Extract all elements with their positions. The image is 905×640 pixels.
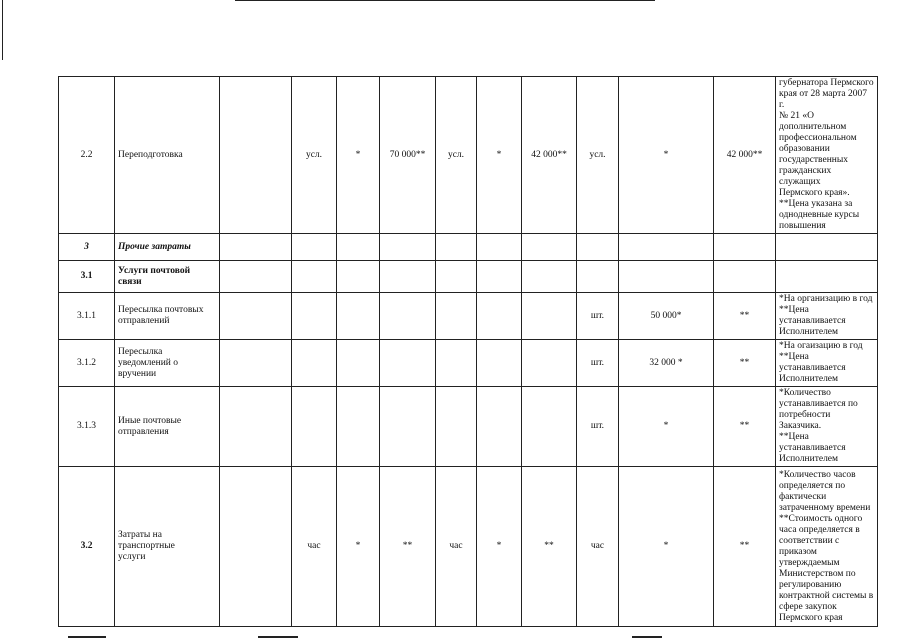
cell <box>477 340 522 387</box>
cell <box>714 261 776 293</box>
cell-quantity: 32 000 * <box>619 340 714 387</box>
row-note <box>776 234 878 261</box>
scan-edge-mark <box>2 0 3 60</box>
table-row <box>59 77 878 234</box>
cell <box>220 234 292 261</box>
cell <box>714 234 776 261</box>
cell-price: ** <box>714 340 776 387</box>
cell <box>577 234 619 261</box>
cell-unit: час <box>436 467 477 627</box>
cell <box>380 234 436 261</box>
row-number: 3 <box>59 234 115 261</box>
cell-quantity: * <box>619 387 714 467</box>
cell <box>477 293 522 340</box>
cell-unit: усл. <box>292 77 337 234</box>
cell-unit: усл. <box>577 77 619 234</box>
cell-unit: шт. <box>577 293 619 340</box>
cell-unit: час <box>292 467 337 627</box>
row-name: Пересылка почтовых отправлений <box>115 293 220 340</box>
cell-quantity: * <box>477 467 522 627</box>
cell <box>337 261 380 293</box>
row-number: 3.2 <box>59 467 115 627</box>
cost-table <box>58 76 878 627</box>
cell-price: 70 000** <box>380 77 436 234</box>
row-number: 3.1.3 <box>59 387 115 467</box>
row-number: 3.1 <box>59 261 115 293</box>
cell-price: ** <box>714 293 776 340</box>
cell-price: 42 000** <box>714 77 776 234</box>
table-row <box>59 467 878 627</box>
cell <box>477 261 522 293</box>
row-name: Прочие затраты <box>115 234 220 261</box>
cell <box>380 293 436 340</box>
cell <box>436 234 477 261</box>
cell <box>522 261 577 293</box>
cell-quantity: * <box>619 467 714 627</box>
cell-unit: шт. <box>577 340 619 387</box>
cell <box>619 261 714 293</box>
cell <box>619 234 714 261</box>
cell-unit: усл. <box>436 77 477 234</box>
cell-price: ** <box>522 467 577 627</box>
cell-quantity: 50 000* <box>619 293 714 340</box>
cell <box>436 261 477 293</box>
scan-bottom-mark <box>258 636 298 638</box>
row-number: 3.1.1 <box>59 293 115 340</box>
cell <box>337 340 380 387</box>
cell <box>436 387 477 467</box>
cell-unit: час <box>577 467 619 627</box>
cell <box>577 261 619 293</box>
cell <box>220 340 292 387</box>
cell <box>292 293 337 340</box>
cell-unit: шт. <box>577 387 619 467</box>
cell <box>436 293 477 340</box>
row-note: *Количество часов определяется по фактически затраченному времени **Стоимость одного часа определяется в соответствии с приказом утверждаемым Министерством по регулированию контрактной системы в сфере закупок Пермского края <box>776 467 878 627</box>
row-note: губернатора Пермского края от 28 марта 2007 г. № 21 «О дополнительном профессиональном образовании государственных гражданских служащих Пермского края». **Цена указана за однодневные курсы повышения <box>776 77 878 234</box>
cell <box>380 261 436 293</box>
table-row <box>59 234 878 261</box>
cell <box>337 293 380 340</box>
cell <box>477 234 522 261</box>
cell <box>220 77 292 234</box>
row-name: Переподготовка <box>115 77 220 234</box>
row-name: Пересылка уведомлений о вручении <box>115 340 220 387</box>
cell <box>292 387 337 467</box>
cell <box>220 467 292 627</box>
cell <box>220 387 292 467</box>
cell <box>380 340 436 387</box>
scan-top-line <box>235 0 655 1</box>
cell-price: ** <box>714 387 776 467</box>
row-name: Затраты на транспортные услуги <box>115 467 220 627</box>
row-note: *Количество устанавливается по потребности Заказчика. **Цена устанавливается Исполнителем <box>776 387 878 467</box>
cell <box>337 234 380 261</box>
row-note: *На огаизацию в год **Цена устанавливается Исполнителем <box>776 340 878 387</box>
cell <box>220 293 292 340</box>
row-note: *На организацию в год **Цена устанавливается Исполнителем <box>776 293 878 340</box>
cell-quantity: * <box>477 77 522 234</box>
table-row <box>59 293 878 340</box>
row-name: Иные почтовые отправления <box>115 387 220 467</box>
cell-quantity: * <box>337 467 380 627</box>
cell-price: ** <box>714 467 776 627</box>
cell <box>337 387 380 467</box>
cell <box>380 387 436 467</box>
cell <box>292 234 337 261</box>
row-number: 2.2 <box>59 77 115 234</box>
scan-bottom-mark <box>632 636 662 638</box>
table-row <box>59 387 878 467</box>
cell <box>436 340 477 387</box>
cell <box>522 340 577 387</box>
cell <box>220 261 292 293</box>
cell <box>522 293 577 340</box>
cell-price: ** <box>380 467 436 627</box>
row-note <box>776 261 878 293</box>
cell-quantity: * <box>619 77 714 234</box>
row-number: 3.1.2 <box>59 340 115 387</box>
cell-quantity: * <box>337 77 380 234</box>
table-row <box>59 340 878 387</box>
scan-bottom-mark <box>68 636 106 638</box>
row-name: Услуги почтовой связи <box>115 261 220 293</box>
cell <box>477 387 522 467</box>
cell-price: 42 000** <box>522 77 577 234</box>
cell <box>522 234 577 261</box>
table-row <box>59 261 878 293</box>
cell <box>292 261 337 293</box>
cell <box>522 387 577 467</box>
cell <box>292 340 337 387</box>
